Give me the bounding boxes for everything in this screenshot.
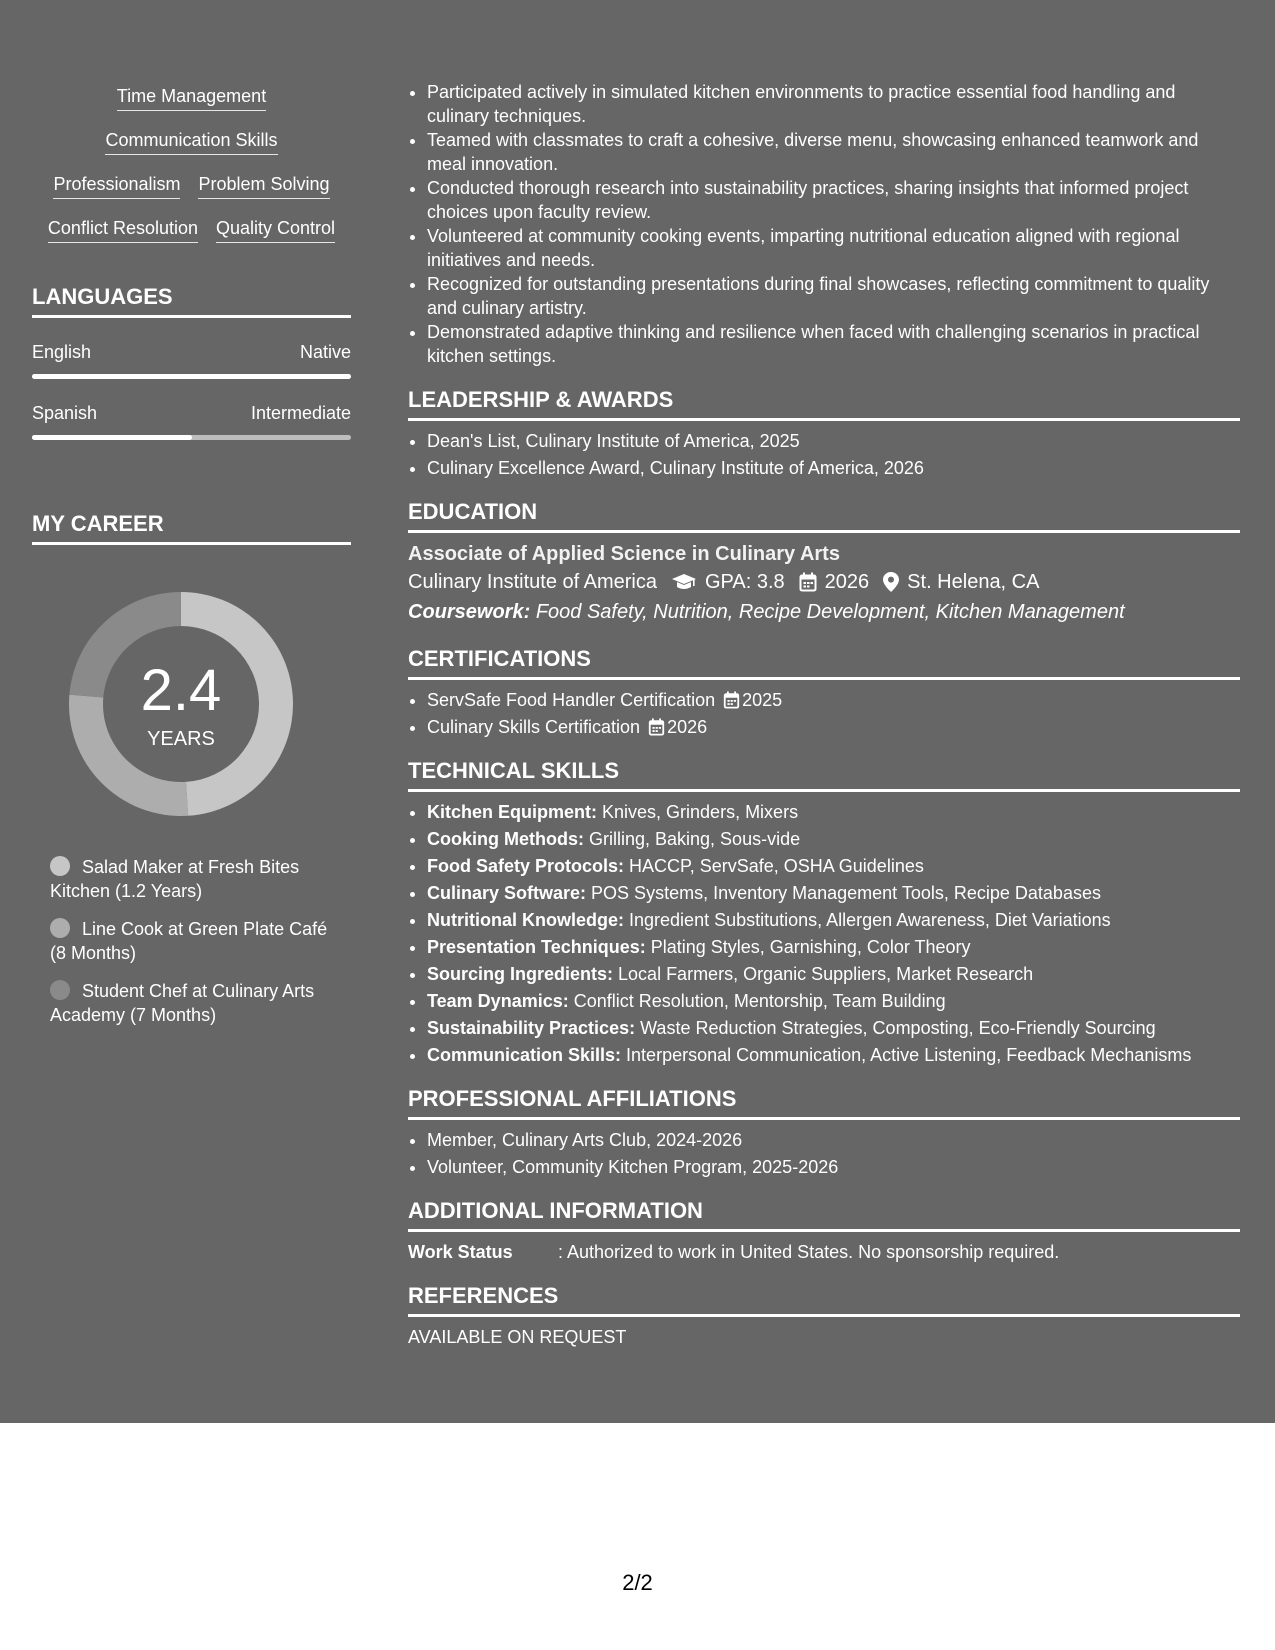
experience-bullets [427, 80, 1240, 368]
legend-dot-icon [50, 918, 70, 938]
list-item [427, 962, 1240, 986]
leadership-heading: LEADERSHIP & AWARDS [408, 386, 1240, 421]
career-section [32, 510, 351, 1027]
skill-values: Knives, Grinders, Mixers [602, 802, 799, 822]
skills-row [32, 84, 351, 111]
leadership-list [427, 429, 1240, 480]
skill-values: Grilling, Baking, Sous-vide [589, 829, 801, 849]
list-item: • Culinary Excellence Award, Culinary Institute of America, 2026 [427, 456, 1240, 480]
list-item [427, 1016, 1240, 1040]
skill-values: Local Farmers, Organic Suppliers, Market Research [618, 964, 1034, 984]
language-level-bar [32, 374, 351, 379]
language-level: Intermediate [250, 403, 351, 423]
education-year: 2026 [824, 571, 870, 593]
skill-tag: Conflict Resolution [48, 216, 198, 243]
language-level: Native [299, 342, 351, 362]
legend-dot-icon [50, 980, 70, 1000]
skill-category: Team Dynamics: [427, 991, 569, 1011]
education-school: Culinary Institute of America [408, 571, 657, 593]
additional-info-heading: ADDITIONAL INFORMATION [408, 1197, 1240, 1232]
page-number: 2/2 [622, 1570, 653, 1595]
career-item-label: Salad Maker at Fresh Bites Kitchen (1.2 Years) [50, 857, 300, 901]
coursework-list: Food Safety, Nutrition, Recipe Development, Kitchen Management [535, 601, 1125, 623]
affiliations-heading: PROFESSIONAL AFFILIATIONS [408, 1085, 1240, 1120]
coursework-label: Coursework: [408, 601, 531, 623]
list-item [427, 1043, 1240, 1067]
list-item: • Member, Culinary Arts Club, 2024-2026 [427, 1128, 1240, 1152]
skill-category: Presentation Techniques: [427, 937, 646, 957]
list-item [427, 908, 1240, 932]
skills-row [32, 172, 351, 199]
work-status-label: Work Status [408, 1242, 513, 1262]
skill-tag: Communication Skills [105, 128, 277, 155]
language-level-fill [32, 435, 192, 440]
language-level-bar [32, 435, 351, 440]
calendar-icon [799, 572, 817, 592]
list-item [427, 688, 1240, 712]
education-location: St. Helena, CA [907, 571, 1040, 593]
career-total-years: 2.4 [140, 658, 222, 723]
language-name: Spanish [32, 403, 98, 423]
technical-skills-list [427, 800, 1240, 1067]
list-item: • Recognized for outstanding presentations during final showcases, reflecting commitment to quality and culinary artistry. [427, 272, 1240, 320]
languages-section [32, 283, 351, 440]
language-item [32, 401, 351, 440]
career-item [50, 979, 340, 1027]
list-item [427, 935, 1240, 959]
list-item [427, 800, 1240, 824]
education-gpa: GPA: 3.8 [705, 571, 785, 593]
references-heading: REFERENCES [408, 1282, 1240, 1317]
technical-skills-heading: TECHNICAL SKILLS [408, 757, 1240, 792]
languages-heading: LANGUAGES [32, 283, 351, 318]
list-item [427, 989, 1240, 1013]
skill-tag: Professionalism [53, 172, 180, 199]
list-item: • Volunteered at community cooking events, imparting nutritional education aligned with regional initiatives and needs. [427, 224, 1240, 272]
skill-values: Conflict Resolution, Mentorship, Team Building [573, 991, 946, 1011]
list-item: • Demonstrated adaptive thinking and resilience when faced with challenging scenarios in practical kitchen settings. [427, 320, 1240, 368]
skill-tag: Problem Solving [198, 172, 329, 199]
skill-values: Waste Reduction Strategies, Composting, Eco-Friendly Sourcing [640, 1018, 1156, 1038]
career-item-label: Line Cook at Green Plate Café (8 Months) [50, 919, 328, 963]
education-meta [408, 567, 1240, 597]
certification-year: 2026 [667, 717, 708, 737]
skill-values: Ingredient Substitutions, Allergen Awareness, Diet Variations [629, 910, 1111, 930]
main-content [408, 80, 1240, 1349]
list-item [427, 881, 1240, 905]
skill-category: Culinary Software: [427, 883, 587, 903]
career-donut-chart [66, 589, 296, 819]
language-name: English [32, 342, 92, 362]
certification-name: Culinary Skills Certification [427, 717, 641, 737]
list-item [427, 854, 1240, 878]
skill-values: HACCP, ServSafe, OSHA Guidelines [629, 856, 924, 876]
list-item: • Conducted thorough research into sustainability practices, sharing insights that informed project choices upon faculty review. [427, 176, 1240, 224]
career-item-label: Student Chef at Culinary Arts Academy (7 Months) [50, 981, 315, 1025]
skill-category: Cooking Methods: [427, 829, 584, 849]
certification-name: ServSafe Food Handler Certification [427, 690, 716, 710]
language-level-fill [32, 374, 351, 379]
skill-category: Kitchen Equipment: [427, 802, 597, 822]
career-total-unit: YEARS [147, 728, 215, 750]
career-item [50, 855, 340, 903]
references-text: AVAILABLE ON REQUEST [408, 1327, 627, 1347]
skill-category: Sustainability Practices: [427, 1018, 636, 1038]
list-item: • Participated actively in simulated kitchen environments to practice essential food handling and culinary techniques. [427, 80, 1240, 128]
certifications-list [427, 688, 1240, 739]
list-item: • Volunteer, Community Kitchen Program, 2025-2026 [427, 1155, 1240, 1179]
skill-category: Food Safety Protocols: [427, 856, 625, 876]
skills-row [32, 216, 351, 243]
certifications-heading: CERTIFICATIONS [408, 645, 1240, 680]
skill-category: Sourcing Ingredients: [427, 964, 614, 984]
skill-values: POS Systems, Inventory Management Tools, Recipe Databases [591, 883, 1101, 903]
language-item [32, 340, 351, 379]
career-item [50, 917, 340, 965]
skill-category: Nutritional Knowledge: [427, 910, 624, 930]
list-item: • Teamed with classmates to craft a cohesive, diverse menu, showcasing enhanced teamwork and meal innovation. [427, 128, 1240, 176]
skill-tag: Time Management [117, 84, 266, 111]
graduation-cap-icon [671, 573, 697, 591]
career-heading: MY CAREER [32, 510, 351, 545]
skill-values: Interpersonal Communication, Active Listening, Feedback Mechanisms [626, 1045, 1192, 1065]
education-coursework [408, 597, 1240, 627]
affiliations-list [427, 1128, 1240, 1179]
skill-values: Plating Styles, Garnishing, Color Theory [650, 937, 971, 957]
certification-year: 2025 [742, 690, 783, 710]
legend-dot-icon [50, 856, 70, 876]
calendar-icon [648, 718, 665, 736]
skills-row [32, 128, 351, 155]
sidebar [32, 84, 351, 1041]
list-item: • Dean's List, Culinary Institute of America, 2025 [427, 429, 1240, 453]
calendar-icon [723, 691, 740, 709]
education-degree: Associate of Applied Science in Culinary Arts [408, 543, 840, 565]
skill-category: Communication Skills: [427, 1045, 622, 1065]
list-item [427, 827, 1240, 851]
map-pin-icon [883, 572, 899, 592]
work-status-value: : Authorized to work in United States. No sponsorship required. [558, 1242, 1060, 1262]
work-status-row [408, 1240, 1240, 1264]
career-list [50, 855, 340, 1027]
skill-tag: Quality Control [216, 216, 335, 243]
education-heading: EDUCATION [408, 498, 1240, 533]
list-item [427, 715, 1240, 739]
